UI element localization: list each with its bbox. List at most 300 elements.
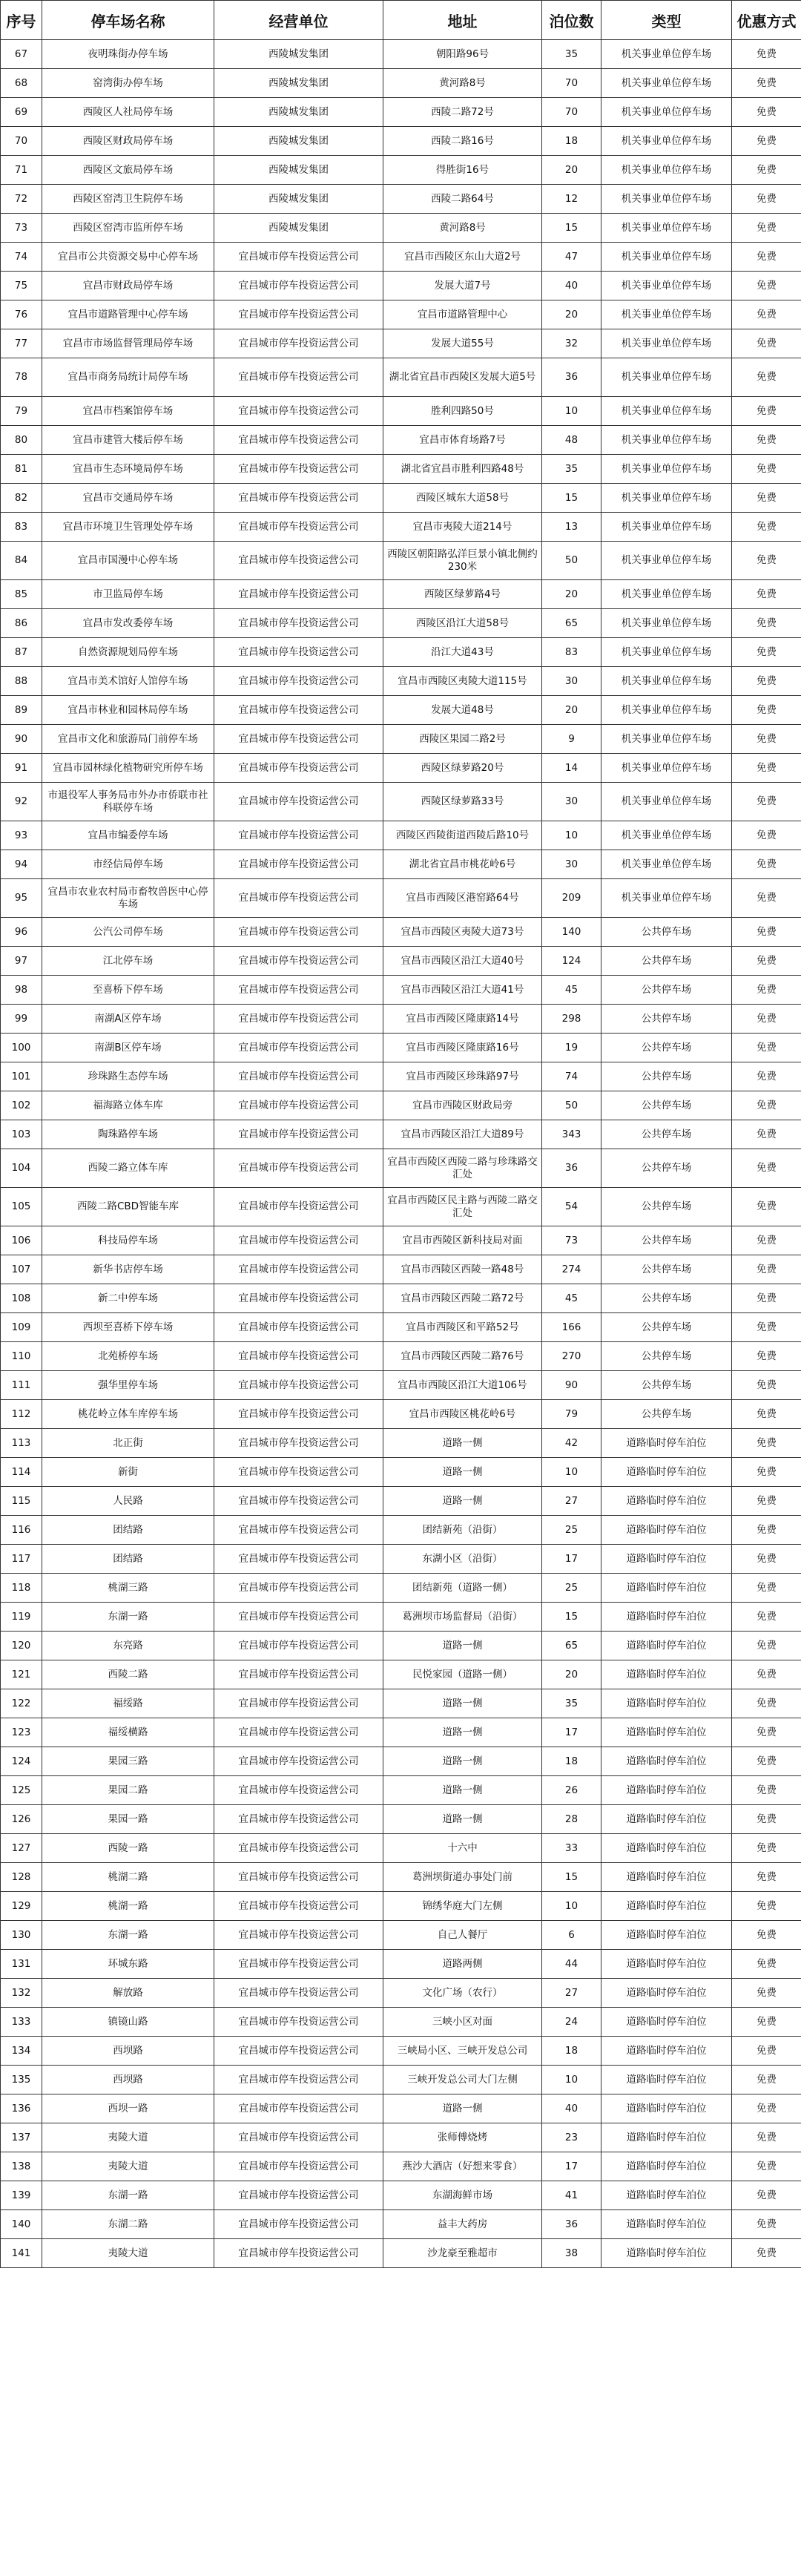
cell-discount: 免费 xyxy=(732,1863,801,1892)
cell-type: 道路临时停车泊位 xyxy=(601,2123,732,2152)
cell-discount: 免费 xyxy=(732,1603,801,1632)
cell-discount: 免费 xyxy=(732,1034,801,1062)
cell-spaces: 9 xyxy=(542,725,601,754)
cell-seq: 136 xyxy=(1,2094,42,2123)
table-row xyxy=(1,725,801,754)
cell-name: 桃湖三路 xyxy=(42,1574,214,1603)
cell-name: 宜昌市档案馆停车场 xyxy=(42,397,214,426)
cell-type: 机关事业单位停车场 xyxy=(601,725,732,754)
cell-type: 机关事业单位停车场 xyxy=(601,69,732,98)
cell-type: 道路临时停车泊位 xyxy=(601,1776,732,1805)
cell-address: 道路两侧 xyxy=(383,1950,542,1979)
table-row xyxy=(1,127,801,156)
cell-spaces: 40 xyxy=(542,272,601,300)
cell-operator: 宜昌城市停车投资运营公司 xyxy=(214,2037,383,2066)
cell-discount: 免费 xyxy=(732,1149,801,1188)
table-row xyxy=(1,2094,801,2123)
table-row xyxy=(1,2123,801,2152)
cell-name: 宜昌市农业农村局市畜牧兽医中心停车场 xyxy=(42,879,214,918)
table-row xyxy=(1,1776,801,1805)
cell-seq: 69 xyxy=(1,98,42,127)
cell-seq: 70 xyxy=(1,127,42,156)
cell-spaces: 25 xyxy=(542,1516,601,1545)
cell-spaces: 45 xyxy=(542,976,601,1005)
cell-discount: 免费 xyxy=(732,1660,801,1689)
cell-seq: 80 xyxy=(1,426,42,455)
cell-discount: 免费 xyxy=(732,696,801,725)
cell-seq: 137 xyxy=(1,2123,42,2152)
table-row xyxy=(1,1226,801,1255)
cell-name: 窑湾街办停车场 xyxy=(42,69,214,98)
cell-type: 机关事业单位停车场 xyxy=(601,40,732,69)
table-row xyxy=(1,667,801,696)
cell-address: 宜昌市西陵区西陵二路76号 xyxy=(383,1342,542,1371)
cell-seq: 88 xyxy=(1,667,42,696)
cell-spaces: 30 xyxy=(542,667,601,696)
cell-address: 宜昌市西陵区民主路与西陵二路交汇处 xyxy=(383,1188,542,1226)
cell-seq: 79 xyxy=(1,397,42,426)
cell-name: 西坝至喜桥下停车场 xyxy=(42,1313,214,1342)
cell-name: 陶珠路停车场 xyxy=(42,1120,214,1149)
cell-address: 西陵区绿萝路33号 xyxy=(383,783,542,821)
cell-spaces: 20 xyxy=(542,1660,601,1689)
header-seq: 序号 xyxy=(1,1,42,40)
cell-address: 道路一侧 xyxy=(383,1776,542,1805)
cell-spaces: 20 xyxy=(542,300,601,329)
cell-discount: 免费 xyxy=(732,580,801,609)
cell-name: 公汽公司停车场 xyxy=(42,918,214,947)
cell-address: 葛洲坝市场监督局（沿街） xyxy=(383,1603,542,1632)
cell-spaces: 17 xyxy=(542,1545,601,1574)
cell-spaces: 10 xyxy=(542,821,601,850)
cell-seq: 81 xyxy=(1,455,42,484)
table-row xyxy=(1,300,801,329)
cell-type: 道路临时停车泊位 xyxy=(601,1487,732,1516)
cell-operator: 西陵城发集团 xyxy=(214,185,383,214)
header-discount: 优惠方式 xyxy=(732,1,801,40)
cell-type: 机关事业单位停车场 xyxy=(601,397,732,426)
cell-spaces: 15 xyxy=(542,214,601,243)
cell-operator: 宜昌城市停车投资运营公司 xyxy=(214,243,383,272)
cell-name: 东湖一路 xyxy=(42,2181,214,2210)
cell-discount: 免费 xyxy=(732,918,801,947)
cell-seq: 95 xyxy=(1,879,42,918)
cell-discount: 免费 xyxy=(732,426,801,455)
table-row xyxy=(1,1005,801,1034)
cell-type: 机关事业单位停车场 xyxy=(601,329,732,358)
table-row xyxy=(1,542,801,580)
cell-name: 新华书店停车场 xyxy=(42,1255,214,1284)
cell-address: 道路一侧 xyxy=(383,1487,542,1516)
cell-type: 公共停车场 xyxy=(601,1188,732,1226)
cell-type: 道路临时停车泊位 xyxy=(601,1747,732,1776)
cell-name: 新街 xyxy=(42,1458,214,1487)
cell-discount: 免费 xyxy=(732,1805,801,1834)
cell-spaces: 41 xyxy=(542,2181,601,2210)
cell-discount: 免费 xyxy=(732,1979,801,2008)
cell-seq: 89 xyxy=(1,696,42,725)
cell-address: 宜昌市西陵区西陵一路48号 xyxy=(383,1255,542,1284)
cell-name: 团结路 xyxy=(42,1545,214,1574)
cell-address: 三峡开发总公司大门左侧 xyxy=(383,2066,542,2094)
cell-discount: 免费 xyxy=(732,185,801,214)
cell-name: 宜昌市公共资源交易中心停车场 xyxy=(42,243,214,272)
cell-operator: 宜昌城市停车投资运营公司 xyxy=(214,1545,383,1574)
header-name: 停车场名称 xyxy=(42,1,214,40)
table-row xyxy=(1,609,801,638)
cell-operator: 西陵城发集团 xyxy=(214,98,383,127)
cell-operator: 宜昌城市停车投资运营公司 xyxy=(214,1005,383,1034)
cell-operator: 宜昌城市停车投资运营公司 xyxy=(214,1950,383,1979)
cell-seq: 90 xyxy=(1,725,42,754)
cell-name: 人民路 xyxy=(42,1487,214,1516)
cell-operator: 西陵城发集团 xyxy=(214,127,383,156)
cell-name: 桃湖一路 xyxy=(42,1892,214,1921)
cell-name: 宜昌市建管大楼后停车场 xyxy=(42,426,214,455)
cell-address: 宜昌市西陵区桃花岭6号 xyxy=(383,1400,542,1429)
cell-seq: 134 xyxy=(1,2037,42,2066)
cell-operator: 宜昌城市停车投资运营公司 xyxy=(214,918,383,947)
table-row xyxy=(1,397,801,426)
cell-name: 江北停车场 xyxy=(42,947,214,976)
cell-discount: 免费 xyxy=(732,1834,801,1863)
cell-seq: 119 xyxy=(1,1603,42,1632)
cell-operator: 宜昌城市停车投资运营公司 xyxy=(214,696,383,725)
cell-type: 公共停车场 xyxy=(601,1005,732,1034)
cell-spaces: 23 xyxy=(542,2123,601,2152)
cell-address: 道路一侧 xyxy=(383,1689,542,1718)
cell-address: 西陵区朝阳路弘洋巨景小镇北侧约230米 xyxy=(383,542,542,580)
cell-spaces: 140 xyxy=(542,918,601,947)
cell-spaces: 65 xyxy=(542,609,601,638)
cell-type: 道路临时停车泊位 xyxy=(601,1805,732,1834)
cell-spaces: 17 xyxy=(542,2152,601,2181)
cell-spaces: 274 xyxy=(542,1255,601,1284)
cell-type: 机关事业单位停车场 xyxy=(601,300,732,329)
cell-spaces: 32 xyxy=(542,329,601,358)
cell-discount: 免费 xyxy=(732,1120,801,1149)
cell-operator: 宜昌城市停车投资运营公司 xyxy=(214,1574,383,1603)
header-address: 地址 xyxy=(383,1,542,40)
cell-type: 道路临时停车泊位 xyxy=(601,1718,732,1747)
cell-spaces: 35 xyxy=(542,40,601,69)
cell-address: 宜昌市西陵区港窑路64号 xyxy=(383,879,542,918)
cell-name: 宜昌市国漫中心停车场 xyxy=(42,542,214,580)
cell-address: 宜昌市西陵区西陵二路72号 xyxy=(383,1284,542,1313)
cell-operator: 宜昌城市停车投资运营公司 xyxy=(214,2094,383,2123)
cell-discount: 免费 xyxy=(732,609,801,638)
cell-name: 宜昌市环境卫生管理处停车场 xyxy=(42,513,214,542)
cell-spaces: 20 xyxy=(542,580,601,609)
cell-type: 道路临时停车泊位 xyxy=(601,1516,732,1545)
table-row xyxy=(1,1834,801,1863)
cell-name: 福绥路 xyxy=(42,1689,214,1718)
cell-spaces: 25 xyxy=(542,1574,601,1603)
cell-address: 道路一侧 xyxy=(383,1458,542,1487)
cell-spaces: 28 xyxy=(542,1805,601,1834)
cell-name: 西坝一路 xyxy=(42,2094,214,2123)
cell-seq: 97 xyxy=(1,947,42,976)
cell-spaces: 270 xyxy=(542,1342,601,1371)
cell-discount: 免费 xyxy=(732,98,801,127)
cell-name: 北苑桥停车场 xyxy=(42,1342,214,1371)
cell-seq: 109 xyxy=(1,1313,42,1342)
table-row xyxy=(1,850,801,879)
cell-discount: 免费 xyxy=(732,484,801,513)
cell-seq: 138 xyxy=(1,2152,42,2181)
table-row xyxy=(1,40,801,69)
cell-seq: 111 xyxy=(1,1371,42,1400)
table-row xyxy=(1,1892,801,1921)
cell-seq: 129 xyxy=(1,1892,42,1921)
cell-type: 道路临时停车泊位 xyxy=(601,1863,732,1892)
cell-discount: 免费 xyxy=(732,1313,801,1342)
cell-operator: 宜昌城市停车投资运营公司 xyxy=(214,513,383,542)
cell-operator: 宜昌城市停车投资运营公司 xyxy=(214,329,383,358)
cell-name: 果园二路 xyxy=(42,1776,214,1805)
cell-operator: 宜昌城市停车投资运营公司 xyxy=(214,2123,383,2152)
cell-type: 机关事业单位停车场 xyxy=(601,127,732,156)
cell-type: 机关事业单位停车场 xyxy=(601,850,732,879)
cell-address: 朝阳路96号 xyxy=(383,40,542,69)
cell-spaces: 50 xyxy=(542,542,601,580)
cell-type: 机关事业单位停车场 xyxy=(601,358,732,397)
table-row xyxy=(1,1805,801,1834)
cell-name: 西陵二路 xyxy=(42,1660,214,1689)
cell-address: 文化广场（农行） xyxy=(383,1979,542,2008)
cell-discount: 免费 xyxy=(732,850,801,879)
cell-seq: 127 xyxy=(1,1834,42,1863)
cell-type: 道路临时停车泊位 xyxy=(601,1574,732,1603)
cell-address: 西陵二路16号 xyxy=(383,127,542,156)
table-row xyxy=(1,1660,801,1689)
cell-operator: 宜昌城市停车投资运营公司 xyxy=(214,638,383,667)
cell-name: 市退役军人事务局市外办市侨联市社科联停车场 xyxy=(42,783,214,821)
cell-type: 公共停车场 xyxy=(601,1284,732,1313)
cell-name: 宜昌市生态环境局停车场 xyxy=(42,455,214,484)
cell-discount: 免费 xyxy=(732,542,801,580)
cell-discount: 免费 xyxy=(732,879,801,918)
cell-address: 发展大道55号 xyxy=(383,329,542,358)
cell-discount: 免费 xyxy=(732,2181,801,2210)
cell-discount: 免费 xyxy=(732,2094,801,2123)
cell-address: 道路一侧 xyxy=(383,1632,542,1660)
cell-spaces: 18 xyxy=(542,2037,601,2066)
cell-address: 宜昌市西陵区西陵二路与珍珠路交汇处 xyxy=(383,1149,542,1188)
cell-seq: 75 xyxy=(1,272,42,300)
cell-operator: 宜昌城市停车投资运营公司 xyxy=(214,1226,383,1255)
cell-address: 黄河路8号 xyxy=(383,69,542,98)
cell-operator: 宜昌城市停车投资运营公司 xyxy=(214,1188,383,1226)
cell-address: 道路一侧 xyxy=(383,2094,542,2123)
cell-operator: 宜昌城市停车投资运营公司 xyxy=(214,455,383,484)
cell-address: 三峡小区对面 xyxy=(383,2008,542,2037)
cell-type: 道路临时停车泊位 xyxy=(601,1429,732,1458)
cell-address: 宜昌市西陵区东山大道2号 xyxy=(383,243,542,272)
cell-address: 西陵区绿萝路20号 xyxy=(383,754,542,783)
table-row xyxy=(1,156,801,185)
cell-type: 公共停车场 xyxy=(601,1371,732,1400)
table-row xyxy=(1,754,801,783)
cell-seq: 133 xyxy=(1,2008,42,2037)
cell-seq: 82 xyxy=(1,484,42,513)
cell-operator: 宜昌城市停车投资运营公司 xyxy=(214,580,383,609)
cell-operator: 宜昌城市停车投资运营公司 xyxy=(214,1603,383,1632)
cell-type: 道路临时停车泊位 xyxy=(601,2037,732,2066)
cell-spaces: 27 xyxy=(542,1979,601,2008)
cell-spaces: 35 xyxy=(542,455,601,484)
cell-spaces: 42 xyxy=(542,1429,601,1458)
cell-seq: 132 xyxy=(1,1979,42,2008)
cell-type: 机关事业单位停车场 xyxy=(601,879,732,918)
cell-type: 公共停车场 xyxy=(601,1034,732,1062)
cell-address: 宜昌市西陵区隆康路14号 xyxy=(383,1005,542,1034)
cell-address: 东湖海鲜市场 xyxy=(383,2181,542,2210)
table-row xyxy=(1,243,801,272)
cell-type: 公共停车场 xyxy=(601,1226,732,1255)
cell-spaces: 15 xyxy=(542,484,601,513)
cell-discount: 免费 xyxy=(732,1776,801,1805)
cell-discount: 免费 xyxy=(732,1487,801,1516)
cell-spaces: 45 xyxy=(542,1284,601,1313)
cell-operator: 宜昌城市停车投资运营公司 xyxy=(214,1149,383,1188)
cell-address: 黄河路8号 xyxy=(383,214,542,243)
cell-seq: 120 xyxy=(1,1632,42,1660)
cell-type: 机关事业单位停车场 xyxy=(601,484,732,513)
cell-type: 机关事业单位停车场 xyxy=(601,667,732,696)
cell-name: 镇镜山路 xyxy=(42,2008,214,2037)
table-row xyxy=(1,1062,801,1091)
table-row xyxy=(1,329,801,358)
cell-discount: 免费 xyxy=(732,821,801,850)
cell-type: 公共停车场 xyxy=(601,1120,732,1149)
cell-type: 机关事业单位停车场 xyxy=(601,513,732,542)
cell-type: 道路临时停车泊位 xyxy=(601,1834,732,1863)
cell-seq: 72 xyxy=(1,185,42,214)
cell-seq: 113 xyxy=(1,1429,42,1458)
table-row xyxy=(1,1120,801,1149)
cell-operator: 宜昌城市停车投资运营公司 xyxy=(214,2066,383,2094)
cell-type: 道路临时停车泊位 xyxy=(601,1545,732,1574)
cell-discount: 免费 xyxy=(732,1458,801,1487)
cell-discount: 免费 xyxy=(732,667,801,696)
cell-seq: 118 xyxy=(1,1574,42,1603)
cell-operator: 宜昌城市停车投资运营公司 xyxy=(214,1120,383,1149)
cell-spaces: 36 xyxy=(542,358,601,397)
cell-spaces: 20 xyxy=(542,696,601,725)
cell-seq: 107 xyxy=(1,1255,42,1284)
table-row xyxy=(1,426,801,455)
table-row xyxy=(1,783,801,821)
cell-name: 福绥横路 xyxy=(42,1718,214,1747)
cell-seq: 85 xyxy=(1,580,42,609)
cell-type: 机关事业单位停车场 xyxy=(601,98,732,127)
cell-name: 市卫监局停车场 xyxy=(42,580,214,609)
cell-seq: 135 xyxy=(1,2066,42,2094)
cell-spaces: 10 xyxy=(542,397,601,426)
cell-seq: 76 xyxy=(1,300,42,329)
cell-discount: 免费 xyxy=(732,1574,801,1603)
table-row xyxy=(1,1574,801,1603)
cell-discount: 免费 xyxy=(732,2123,801,2152)
table-row xyxy=(1,947,801,976)
cell-operator: 宜昌城市停车投资运营公司 xyxy=(214,1034,383,1062)
cell-name: 环城东路 xyxy=(42,1950,214,1979)
cell-address: 西陵区绿萝路4号 xyxy=(383,580,542,609)
cell-address: 宜昌市西陵区隆康路16号 xyxy=(383,1034,542,1062)
table-row xyxy=(1,821,801,850)
cell-type: 公共停车场 xyxy=(601,918,732,947)
cell-spaces: 10 xyxy=(542,2066,601,2094)
cell-seq: 84 xyxy=(1,542,42,580)
cell-operator: 宜昌城市停车投资运营公司 xyxy=(214,1689,383,1718)
cell-type: 道路临时停车泊位 xyxy=(601,1689,732,1718)
cell-type: 道路临时停车泊位 xyxy=(601,1950,732,1979)
cell-name: 夜明珠街办停车场 xyxy=(42,40,214,69)
cell-seq: 116 xyxy=(1,1516,42,1545)
cell-spaces: 166 xyxy=(542,1313,601,1342)
table-row xyxy=(1,2239,801,2268)
table-row xyxy=(1,1284,801,1313)
cell-discount: 免费 xyxy=(732,2210,801,2239)
cell-type: 道路临时停车泊位 xyxy=(601,2094,732,2123)
cell-spaces: 27 xyxy=(542,1487,601,1516)
cell-operator: 宜昌城市停车投资运营公司 xyxy=(214,1747,383,1776)
cell-seq: 126 xyxy=(1,1805,42,1834)
cell-seq: 121 xyxy=(1,1660,42,1689)
cell-operator: 宜昌城市停车投资运营公司 xyxy=(214,1863,383,1892)
cell-address: 西陵二路64号 xyxy=(383,185,542,214)
table-row xyxy=(1,696,801,725)
cell-spaces: 47 xyxy=(542,243,601,272)
table-row xyxy=(1,1400,801,1429)
cell-operator: 宜昌城市停车投资运营公司 xyxy=(214,725,383,754)
cell-type: 道路临时停车泊位 xyxy=(601,2210,732,2239)
cell-discount: 免费 xyxy=(732,127,801,156)
cell-name: 宜昌市市场监督管理局停车场 xyxy=(42,329,214,358)
cell-discount: 免费 xyxy=(732,1545,801,1574)
cell-type: 机关事业单位停车场 xyxy=(601,696,732,725)
cell-address: 三峡局小区、三峡开发总公司 xyxy=(383,2037,542,2066)
cell-discount: 免费 xyxy=(732,455,801,484)
cell-address: 西陵二路72号 xyxy=(383,98,542,127)
cell-type: 机关事业单位停车场 xyxy=(601,754,732,783)
cell-name: 夷陵大道 xyxy=(42,2123,214,2152)
cell-discount: 免费 xyxy=(732,976,801,1005)
cell-operator: 宜昌城市停车投资运营公司 xyxy=(214,272,383,300)
cell-seq: 71 xyxy=(1,156,42,185)
table-row xyxy=(1,2008,801,2037)
cell-name: 夷陵大道 xyxy=(42,2239,214,2268)
cell-address: 湖北省宜昌市桃花岭6号 xyxy=(383,850,542,879)
cell-seq: 74 xyxy=(1,243,42,272)
cell-seq: 128 xyxy=(1,1863,42,1892)
cell-discount: 免费 xyxy=(732,1718,801,1747)
cell-type: 公共停车场 xyxy=(601,1400,732,1429)
cell-seq: 94 xyxy=(1,850,42,879)
cell-spaces: 26 xyxy=(542,1776,601,1805)
cell-type: 机关事业单位停车场 xyxy=(601,214,732,243)
cell-operator: 宜昌城市停车投资运营公司 xyxy=(214,667,383,696)
cell-seq: 87 xyxy=(1,638,42,667)
cell-spaces: 38 xyxy=(542,2239,601,2268)
table-row xyxy=(1,1689,801,1718)
cell-spaces: 36 xyxy=(542,2210,601,2239)
table-row xyxy=(1,1718,801,1747)
cell-seq: 131 xyxy=(1,1950,42,1979)
cell-type: 道路临时停车泊位 xyxy=(601,2066,732,2094)
cell-spaces: 20 xyxy=(542,156,601,185)
